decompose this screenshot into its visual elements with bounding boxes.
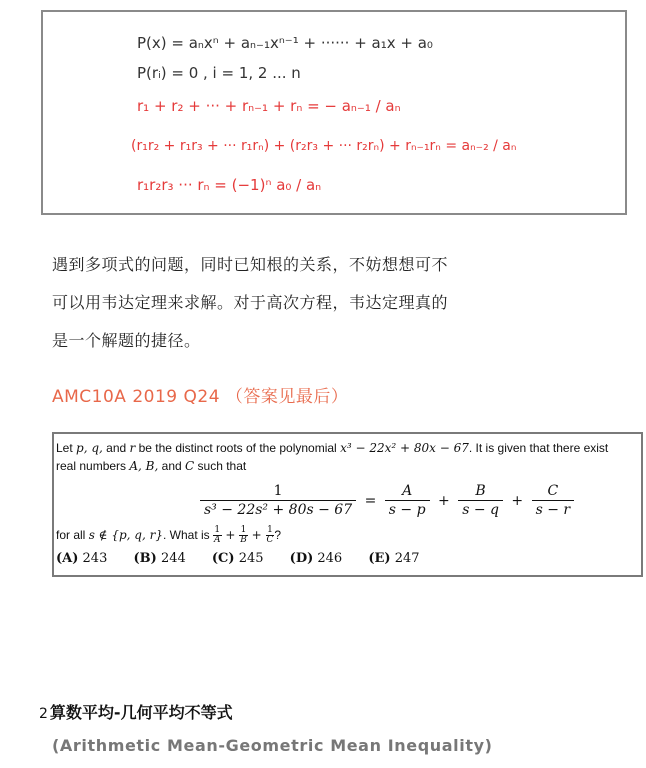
choice-b: (B) 244 [133,551,186,566]
problem-box [52,432,643,577]
problem-line-2: real numbers A, B, and C such that [56,459,247,473]
section-subtitle: (Arithmetic Mean-Geometric Mean Inequality) [52,736,493,755]
problem-line-1: Let p, q, and r be the distinct roots of the polynomial x³ − 22x² + 80x − 67. It is given that there exist [56,441,609,455]
choice-a: (A) 243 [56,551,108,566]
choice-c: (C) 245 [211,551,264,566]
formula-line-product: r₁r₂r₃ ··· rₙ = (−1)ⁿ a₀ / aₙ [137,176,322,194]
formula-line-pair-sum: (r₁r₂ + r₁r₃ + ··· r₁rₙ) + (r₂r₃ + ··· r₂rₙ) + rₙ₋₁rₙ = aₙ₋₂ / aₙ [131,138,517,154]
formula-line-roots: P(rᵢ) = 0 , i = 1, 2 ... n [137,64,301,82]
handwritten-formulas [43,12,627,215]
section-title: 2 算数平均-几何平均不等式 [39,703,233,722]
partial-fraction-equation: $\frac{1}{\text{s³ − 22s² + 80s − 67}}$ = $\frac{A}{s - p}$ + $\frac{B}{s - q}$ + $\frac{C}{s - r}$ [200,482,574,519]
formula-line-polynomial: P(x) = aₙxⁿ + aₙ₋₁xⁿ⁻¹ + ······ + a₁x + a₀ [137,34,433,52]
paragraph-line-3: 是一个解题的捷径。 [52,331,201,350]
choice-e: (E) 247 [368,551,420,566]
lhs-fraction: $\frac{1}{\text{s³ − 22s² + 80s − 67}}$ [200,482,356,519]
fraction-C: $\frac{C}{s - r}$ [532,482,575,519]
paragraph-line-2: 可以用韦达定理来求解。对于高次方程，韦达定理真的 [52,293,449,312]
answer-choices [56,551,442,566]
fraction-B: $\frac{B}{s - q}$ [458,482,503,519]
problem-line-3: for all s ∉ {p, q, r}. What is $\frac{1}{A}$ + $\frac{1}{B}$ + $\frac{1}{C}$ ? [56,525,282,545]
section-number: 2 [39,706,48,722]
formula-box [41,10,627,215]
polynomial: x³ − 22x² + 80x − 67 [340,441,469,455]
choice-d: (D) 246 [289,551,343,566]
fraction-A: $\frac{A}{s - p}$ [385,482,430,519]
paragraph-line-1: 遇到多项式的问题，同时已知根的关系，不妨想想可不 [52,255,449,274]
formula-line-sum: r₁ + r₂ + ··· + rₙ₋₁ + rₙ = − aₙ₋₁ / aₙ [137,97,401,115]
problem-heading: AMC10A 2019 Q24 （答案见最后） [52,387,349,407]
